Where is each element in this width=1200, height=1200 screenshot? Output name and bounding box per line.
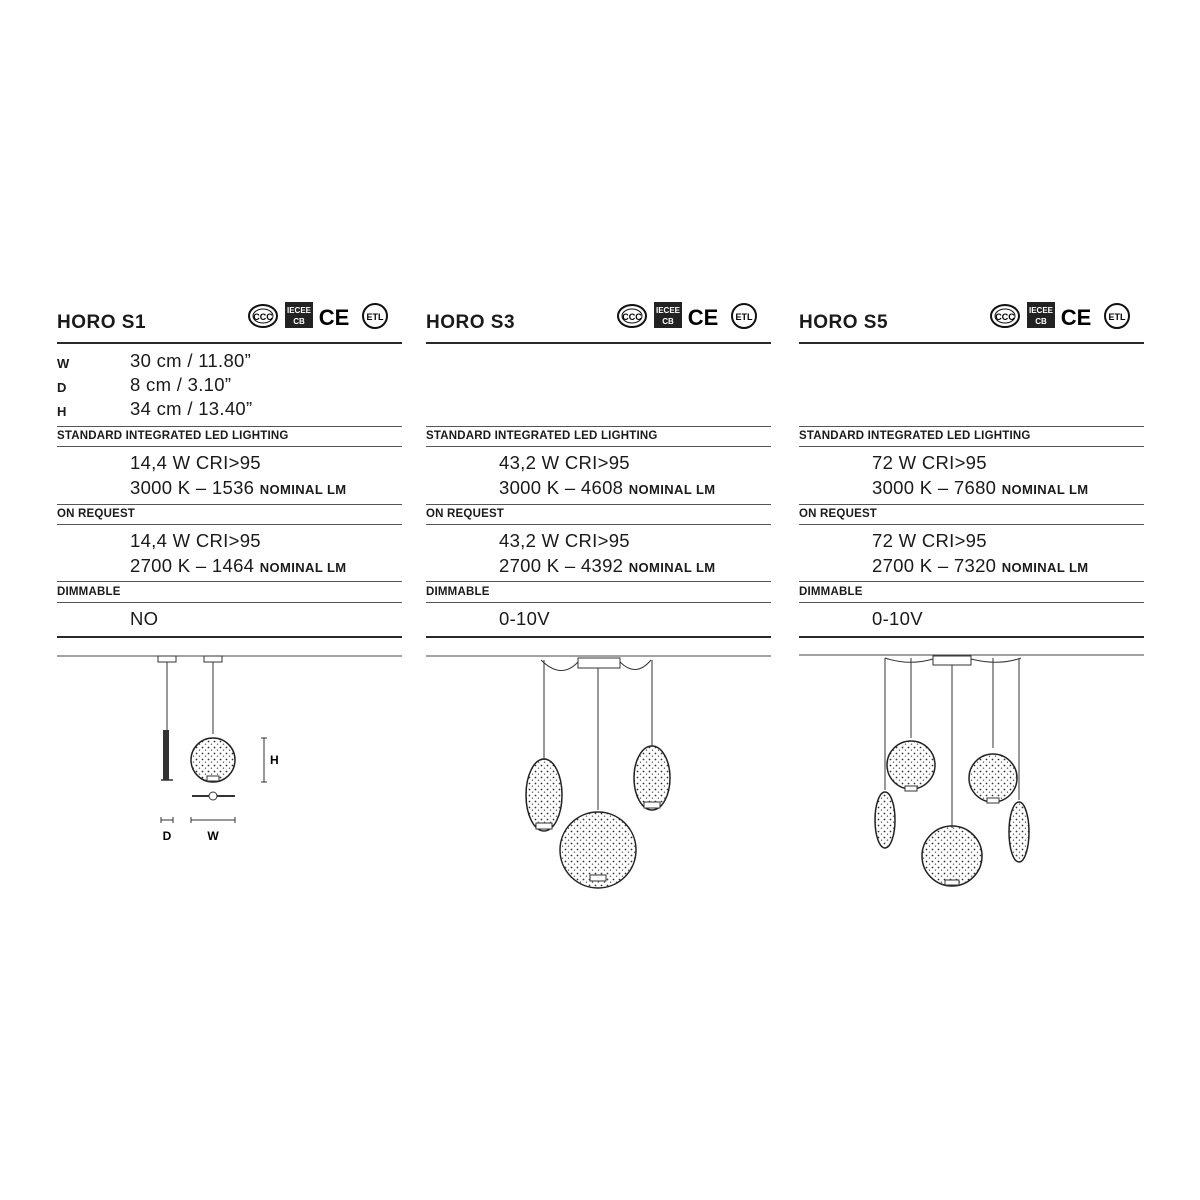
ce-mark-icon	[319, 305, 350, 330]
certification-marks	[989, 298, 1144, 332]
top-view-fixture	[192, 792, 235, 800]
section-rule	[426, 426, 771, 427]
on-request-heading: ON REQUEST	[57, 508, 136, 520]
on-request-heading: ON REQUEST	[426, 508, 505, 520]
iecee-mark-icon	[285, 302, 313, 328]
on-request-power: 43,2 W CRI>95	[499, 530, 630, 551]
on-request-lumens: 2700 K – 7320	[872, 555, 997, 576]
dimension-value-h: 34 cm / 13.40”	[130, 398, 253, 419]
dimmable-heading: DIMMABLE	[799, 586, 863, 598]
section-end-rule	[57, 636, 402, 638]
dimension-label-h: H	[57, 404, 67, 419]
svg-text:CB: CB	[1035, 317, 1047, 326]
on-request-power: 14,4 W CRI>95	[130, 530, 261, 551]
standard-led-heading: STANDARD INTEGRATED LED LIGHTING	[426, 430, 658, 442]
section-rule	[57, 504, 402, 505]
standard-led-heading: STANDARD INTEGRATED LED LIGHTING	[799, 430, 1031, 442]
on-request-power: 72 W CRI>95	[872, 530, 987, 551]
section-rule	[799, 581, 1144, 582]
svg-text:IECEE: IECEE	[655, 306, 681, 315]
standard-lumens: 3000 K – 7680	[872, 477, 997, 498]
lumen-unit: NOMINAL LM	[1001, 482, 1089, 497]
drawing-horo-s3	[426, 650, 771, 890]
standard-output	[872, 477, 1089, 499]
iecee-mark-icon	[654, 302, 682, 328]
section-rule	[426, 504, 771, 505]
svg-text:IECEE: IECEE	[1028, 306, 1054, 315]
header-rule	[426, 342, 771, 344]
cable-loop-left	[541, 660, 578, 671]
section-rule	[57, 446, 402, 447]
height-dimension	[261, 738, 279, 782]
product-title: HORO S3	[426, 312, 516, 333]
on-request-output	[130, 555, 347, 577]
standard-power: 43,2 W CRI>95	[499, 452, 630, 473]
ccc-mark-icon	[249, 305, 277, 327]
section-rule	[799, 446, 1144, 447]
standard-power: 14,4 W CRI>95	[130, 452, 261, 473]
section-rule	[799, 426, 1144, 427]
width-dimension	[191, 817, 235, 843]
cable-loop	[971, 658, 1021, 662]
svg-text:IECEE: IECEE	[286, 306, 312, 315]
svg-text:CE: CE	[687, 305, 719, 330]
svg-text:ETL: ETL	[366, 312, 384, 322]
section-end-rule	[799, 636, 1144, 638]
dimmable-heading: DIMMABLE	[57, 586, 121, 598]
on-request-output	[499, 555, 716, 577]
standard-power: 72 W CRI>95	[872, 452, 987, 473]
side-view-fixture	[158, 656, 176, 780]
svg-text:CCC: CCC	[995, 312, 1015, 322]
pendant-left	[526, 660, 562, 831]
section-end-rule	[426, 636, 771, 638]
width-label: W	[207, 829, 219, 843]
section-rule	[799, 524, 1144, 525]
section-rule	[426, 446, 771, 447]
cable-loop-right	[620, 660, 651, 670]
pendant-inner-left	[887, 658, 935, 791]
on-request-heading: ON REQUEST	[799, 508, 878, 520]
section-rule	[57, 426, 402, 427]
lumen-unit: NOMINAL LM	[259, 560, 347, 575]
svg-text:CCC: CCC	[253, 312, 273, 322]
product-header	[426, 296, 771, 344]
svg-text:CB: CB	[662, 317, 674, 326]
canopy-side	[158, 656, 176, 662]
section-rule	[799, 602, 1144, 603]
dimension-label-d: D	[57, 380, 67, 395]
lamp-globe	[191, 738, 235, 782]
cable-loop	[885, 658, 933, 662]
on-request-output	[872, 555, 1089, 577]
dimmable-value: 0-10V	[499, 608, 550, 629]
dimension-value-d: 8 cm / 3.10”	[130, 374, 232, 395]
standard-lumens: 3000 K – 1536	[130, 477, 255, 498]
canopy-front	[204, 656, 222, 662]
product-title: HORO S5	[799, 312, 889, 333]
ce-mark-icon	[688, 305, 719, 330]
front-view-fixture	[191, 656, 235, 782]
height-label: H	[270, 753, 279, 767]
svg-text:CE: CE	[1060, 305, 1092, 330]
drawing-horo-s5	[799, 650, 1144, 895]
on-request-lumens: 2700 K – 4392	[499, 555, 624, 576]
etl-mark-icon	[1105, 304, 1129, 328]
ccc-mark-icon	[618, 305, 646, 327]
svg-text:CE: CE	[318, 305, 350, 330]
section-rule	[799, 504, 1144, 505]
lumen-unit: NOMINAL LM	[1001, 560, 1089, 575]
svg-text:CCC: CCC	[622, 312, 642, 322]
drawing-horo-s1	[57, 650, 402, 850]
section-rule	[426, 581, 771, 582]
section-rule	[57, 602, 402, 603]
etl-mark-icon	[732, 304, 756, 328]
lumen-unit: NOMINAL LM	[628, 482, 716, 497]
section-rule	[57, 581, 402, 582]
certification-marks	[616, 298, 771, 332]
dimmable-value: 0-10V	[872, 608, 923, 629]
product-header	[799, 296, 1144, 344]
standard-lumens: 3000 K – 4608	[499, 477, 624, 498]
lumen-unit: NOMINAL LM	[628, 560, 716, 575]
certification-marks	[247, 298, 402, 332]
section-rule	[426, 602, 771, 603]
canopy	[933, 656, 971, 665]
dimmable-value: NO	[130, 608, 159, 629]
pendant-inner-right	[969, 658, 1017, 803]
pendant-far-right	[1009, 658, 1029, 862]
depth-label: D	[162, 829, 172, 843]
svg-text:ETL: ETL	[735, 312, 753, 322]
product-title: HORO S1	[57, 312, 147, 333]
svg-text:CB: CB	[293, 317, 305, 326]
pendant-center	[560, 668, 636, 888]
standard-output	[130, 477, 347, 499]
dimension-value-w: 30 cm / 11.80”	[130, 350, 252, 371]
depth-dimension	[161, 817, 173, 843]
svg-text:ETL: ETL	[1108, 312, 1126, 322]
iecee-mark-icon	[1027, 302, 1055, 328]
standard-output	[499, 477, 716, 499]
section-rule	[426, 524, 771, 525]
canopy	[578, 658, 620, 668]
on-request-lumens: 2700 K – 1464	[130, 555, 255, 576]
dimension-label-w: W	[57, 356, 70, 371]
dimmable-heading: DIMMABLE	[426, 586, 490, 598]
ce-mark-icon	[1061, 305, 1092, 330]
header-rule	[57, 342, 402, 344]
ccc-mark-icon	[991, 305, 1019, 327]
pendant-right	[634, 660, 670, 810]
header-rule	[799, 342, 1144, 344]
lamp-side-profile	[163, 730, 169, 780]
product-header	[57, 296, 402, 344]
section-rule	[57, 524, 402, 525]
etl-mark-icon	[363, 304, 387, 328]
lumen-unit: NOMINAL LM	[259, 482, 347, 497]
standard-led-heading: STANDARD INTEGRATED LED LIGHTING	[57, 430, 289, 442]
